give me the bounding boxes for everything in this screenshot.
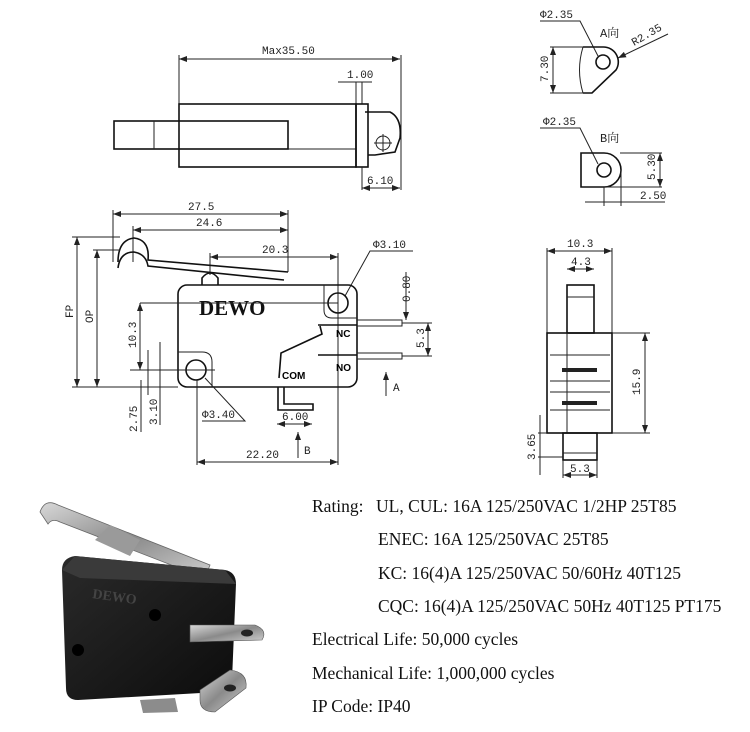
- dim-fp: FP: [65, 304, 77, 318]
- rating-ul-cul: UL, CUL: 16A 125/250VAC 1/2HP 25T85: [376, 496, 677, 516]
- dim-max-length: Max35.50: [262, 46, 315, 58]
- dim-terminal-pitch: 5.3: [416, 328, 428, 348]
- photo-brand-mark: DEWO: [91, 587, 138, 609]
- dim-height: 10.3: [128, 321, 140, 348]
- electrical-life: Electrical Life: 50,000 cycles: [312, 629, 519, 649]
- view-a: [540, 10, 668, 93]
- dim-hole-b: Φ2.35: [543, 117, 577, 129]
- dim-hole-bottom: Φ3.40: [202, 410, 236, 422]
- dim-terminal-thk: 0.80: [402, 275, 414, 302]
- dim-stem-height: 3.65: [527, 433, 539, 460]
- arrow-a-label: A: [393, 383, 400, 395]
- rating-enec: ENEC: 16A 125/250VAC 25T85: [378, 529, 609, 549]
- dim-actuator-width: 4.3: [571, 257, 591, 269]
- terminal-no-label: NO: [336, 363, 351, 374]
- dim-hole-top: Φ3.10: [373, 240, 407, 252]
- dim-side-width: 10.3: [567, 239, 594, 251]
- rating-label: Rating:: [312, 496, 364, 516]
- dim-hole-a: Φ2.35: [540, 10, 574, 22]
- dim-tab-width: 6.10: [367, 176, 394, 188]
- dim-lever-total: 27.5: [188, 202, 215, 214]
- dim-stem-width: 5.3: [570, 464, 590, 476]
- rating-kc: KC: 16(4)A 125/250VAC 50/60Hz 40T125: [378, 563, 682, 583]
- dim-lever-roller: 24.6: [196, 218, 223, 230]
- dim-com-tab: 6.00: [282, 412, 309, 424]
- view-b-title: B向: [600, 132, 620, 146]
- top-view: [114, 46, 401, 190]
- terminal-com-label: COM: [282, 371, 306, 382]
- side-view: [527, 239, 650, 478]
- mechanical-life: Mechanical Life: 1,000,000 cycles: [312, 663, 555, 683]
- dim-side-height: 15.9: [632, 368, 644, 395]
- dim-310: 3.10: [149, 398, 161, 425]
- dim-radius-a: R2.35: [630, 22, 665, 50]
- product-photo: [40, 503, 264, 713]
- rating-cqc: CQC: 16(4)A 125/250VAC 50Hz 40T125 PT175: [378, 596, 722, 616]
- dim-height-a: 7.30: [540, 55, 552, 82]
- dim-275: 2.75: [129, 405, 141, 432]
- brand-label: DEWO: [199, 296, 266, 320]
- view-b: [540, 117, 666, 206]
- dim-plunger: 20.3: [262, 245, 289, 257]
- front-view: [65, 202, 432, 465]
- arrow-b-label: B: [304, 446, 311, 458]
- dim-height-b: 5.30: [647, 153, 659, 180]
- view-a-title: A向: [600, 27, 620, 41]
- dim-hole-span: 22.20: [246, 450, 280, 462]
- dim-width-b: 2.50: [640, 191, 667, 203]
- ip-code: IP Code: IP40: [312, 696, 411, 716]
- dim-op: OP: [85, 309, 97, 323]
- terminal-nc-label: NC: [336, 329, 351, 340]
- dim-offset: 1.00: [347, 70, 374, 82]
